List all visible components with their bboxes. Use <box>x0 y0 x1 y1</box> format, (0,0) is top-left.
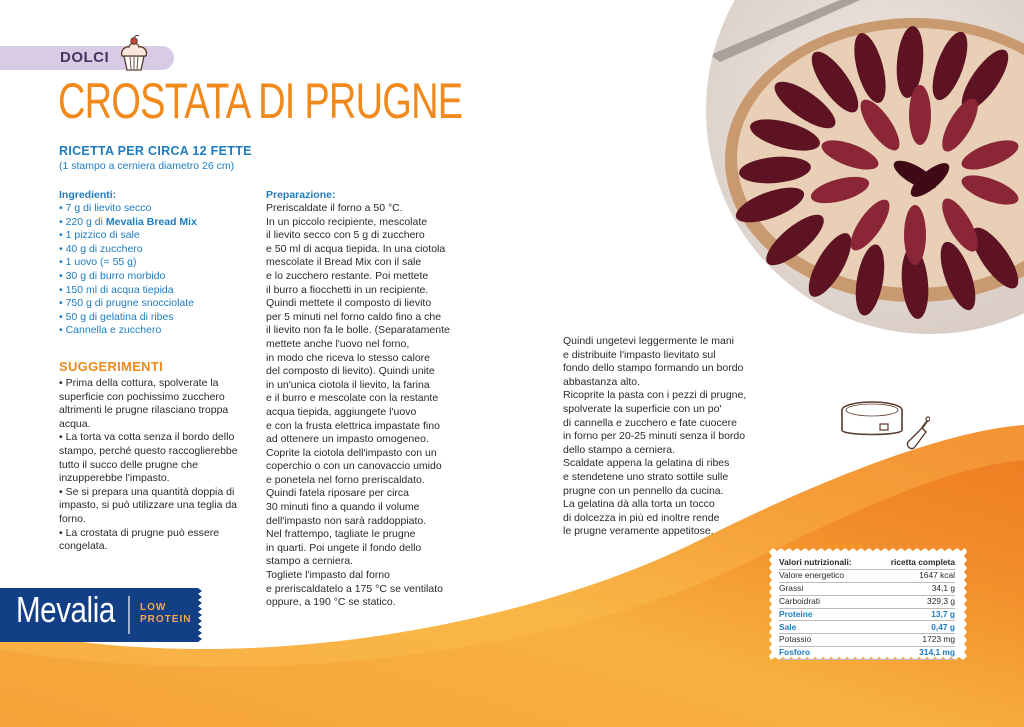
preparation-line: Coprite la ciotola dell'impasto con un <box>266 446 437 459</box>
nutrition-value: 329,3 g <box>872 595 955 608</box>
nutrition-row-highlight <box>779 621 955 634</box>
nutrition-header-row <box>779 557 955 569</box>
preparation-line: le prugne veramente appetitose. <box>563 525 714 538</box>
preparation-line: e ponetela nel forno preriscaldato. <box>266 473 425 486</box>
cupcake-icon <box>117 34 151 72</box>
preparation-line: in un'unica ciotola il lievito, la farina <box>266 378 430 391</box>
ingredient-item <box>59 216 197 230</box>
nutrition-value: 1723 mg <box>872 634 955 647</box>
preparation-line: spolverate la superficie con un po' <box>563 402 722 415</box>
preparation-line: Ricoprite la pasta con i pezzi di prugne, <box>563 389 747 402</box>
suggestions-list <box>59 377 249 554</box>
plum-tart-photo <box>700 0 1024 335</box>
nutrition-label: Carboidrati <box>779 595 872 608</box>
preparation-line: In un piccolo recipiente, mescolate <box>266 215 428 228</box>
brand-tagline <box>140 602 191 626</box>
preparation-line: Quindi fatela riposare per circa <box>266 487 409 500</box>
suggestion-item: • La torta va cotta senza il bordo dello stampo, perché questo raccoglierebbe tutto il succo delle prugne che inzupperebbe l'impasto. <box>59 431 238 485</box>
preparation-line: in forno per 20-25 minuti senza il bordo <box>563 430 746 443</box>
nutrition-row <box>779 595 955 608</box>
nutrition-label: Sale <box>779 621 872 634</box>
nutrition-value: 0,47 g <box>872 621 955 634</box>
ingredient-item: • 40 g di zucchero <box>59 242 143 255</box>
preparation-line: abbastanza alto. <box>563 375 641 388</box>
preparation-line: Quindi mettete il composto di lievito <box>266 297 432 310</box>
preparation-line: e stendetene uno strato sottile sulle <box>563 470 729 483</box>
preparation-line: il lievito non fa le bolle. (Separatamente <box>266 324 450 337</box>
preparation-line: e lo zucchero restante. Poi mettete <box>266 269 429 282</box>
ingredient-item: • 1 uovo (= 55 g) <box>59 256 137 269</box>
ingredient-item: • 30 g di burro morbido <box>59 269 166 282</box>
nutrition-value: 34,1 g <box>872 582 955 595</box>
nutrition-row <box>779 582 955 595</box>
preparation-line: La gelatina dà alla torta un tocco <box>563 498 715 511</box>
preparation-line: e il burro e mescolate con la restante <box>266 392 439 405</box>
ingredients-title: Ingredienti: <box>59 189 117 201</box>
preparation-line: 30 minuti fino a quando il volume <box>266 501 420 514</box>
nutrition-label: Fosforo <box>779 647 872 660</box>
preparation-line: Quindi ungetevi leggermente le mani <box>563 335 735 347</box>
preparation-title: Preparazione: <box>266 189 336 201</box>
preparation-line: ad ottenere un impasto omogeneo. <box>266 433 429 446</box>
springform-pan-icon <box>838 398 930 454</box>
preparation-line: in quarti. Poi ungete il fondo dello <box>266 541 422 554</box>
nutrition-row-highlight <box>779 608 955 621</box>
preparation-line: dello stampo a cerniera. <box>563 443 676 456</box>
nutrition-row <box>779 634 955 647</box>
ingredient-item: • Cannella e zucchero <box>59 324 162 337</box>
preparation-line: e distribuite l'impasto lievitato sul <box>563 348 716 361</box>
preparation-line: fondo dello stampo formando un bordo <box>563 362 744 375</box>
brand-tagline-line: PROTEIN <box>140 614 192 625</box>
ingredient-item: • 150 ml di acqua tiepida <box>59 283 174 296</box>
nutrition-value: 13,7 g <box>872 608 955 621</box>
ingredient-product-name: Mevalia Bread Mix <box>105 215 197 228</box>
ingredient-item: • 1 pizzico di sale <box>59 229 140 242</box>
ingredient-item: • 7 g di lievito secco <box>59 202 152 214</box>
preparation-line: Togliete l'impasto dal forno <box>266 569 390 582</box>
ingredients-list <box>59 202 197 338</box>
preparation-line: stampo a cerniera. <box>266 555 353 568</box>
preparation-line: coperchio o con un canovaccio umido <box>266 460 442 473</box>
category-label: DOLCI <box>60 49 110 66</box>
preparation-line: del composto di lievito). Quindi unite <box>266 365 435 378</box>
nutrition-header-value: ricetta completa <box>872 557 955 569</box>
preparation-line: e con la frusta elettrica impastate fino <box>266 419 440 432</box>
nutrition-header-label: Valori nutrizionali: <box>779 557 872 569</box>
nutrition-value: 314,1 mg <box>872 647 955 660</box>
preparation-line: per 5 minuti nel forno caldo fino a che <box>266 310 442 323</box>
preparation-line: in modo che riceva lo stesso calore <box>266 351 430 364</box>
nutrition-label: Proteine <box>779 608 872 621</box>
suggestion-item: • Prima della cottura, spolverate la superficie con pochissimo zucchero altrimenti le prugne rilasciano troppa acqua. <box>59 377 229 430</box>
preparation-line: il burro a fiocchetti in un recipiente. <box>266 283 429 296</box>
recipe-subheading: (1 stampo a cerniera diametro 26 cm) <box>59 160 235 172</box>
nutrition-row-highlight <box>779 647 955 660</box>
nutrition-value: 1647 kcal <box>872 569 955 582</box>
ingredient-item-text: • 220 g di <box>59 215 106 228</box>
preparation-line: oppure, a 190 °C se statico. <box>266 596 396 609</box>
nutrition-label: Valore energetico <box>779 569 872 582</box>
preparation-line: dell'impasto non sarà raddoppiato. <box>266 514 427 527</box>
nutrition-label: Potassio <box>779 634 872 647</box>
preparation-line: il lievito secco con 5 g di zucchero <box>266 229 425 242</box>
suggestion-item: • La crostata di prugne può essere congelata. <box>59 526 220 553</box>
preparation-line: Nel frattempo, tagliate le prugne <box>266 528 416 541</box>
suggestion-item: • Se si prepara una quantità doppia di impasto, si può utilizzare una teglia da forno. <box>59 485 238 525</box>
ingredient-item: • 750 g di prugne snocciolate <box>59 297 195 310</box>
brand-tagline-line: LOW <box>140 602 167 613</box>
nutrition-table <box>779 557 955 660</box>
cake-server-icon <box>907 417 930 449</box>
preparation-line: di dolcezza in più ed inoltre rende <box>563 511 720 524</box>
page-title: CROSTATA DI PRUGNE <box>58 73 463 129</box>
preparation-line: e preriscaldatelo a 175 °C se ventilato <box>266 582 443 595</box>
preparation-line: prugne con un pennello da cucina. <box>563 484 724 497</box>
preparation-line: acqua tiepida, aggiungete l'uovo <box>266 405 417 418</box>
brand-logo: Mevalia <box>16 589 115 630</box>
preparation-column-1 <box>266 202 450 610</box>
preparation-line: e 50 ml di acqua tiepida. In una ciotola <box>266 242 446 255</box>
nutrition-row <box>779 569 955 582</box>
preparation-line: Preriscaldate il forno a 50 °C. <box>266 202 403 214</box>
suggestions-title: SUGGERIMENTI <box>59 359 163 374</box>
preparation-line: Scaldate appena la gelatina di ribes <box>563 457 730 470</box>
ingredient-item: • 50 g di gelatina di ribes <box>59 310 174 323</box>
preparation-column-2 <box>563 335 746 539</box>
preparation-line: mescolate il Bread Mix con il sale <box>266 256 422 269</box>
preparation-line: di cannella e zucchero e fate cuocere <box>563 416 737 429</box>
preparation-line: mettete anche l'uovo nel forno, <box>266 337 410 350</box>
nutrition-label: Grassi <box>779 582 872 595</box>
recipe-heading: RICETTA PER CIRCA 12 FETTE <box>59 144 252 158</box>
